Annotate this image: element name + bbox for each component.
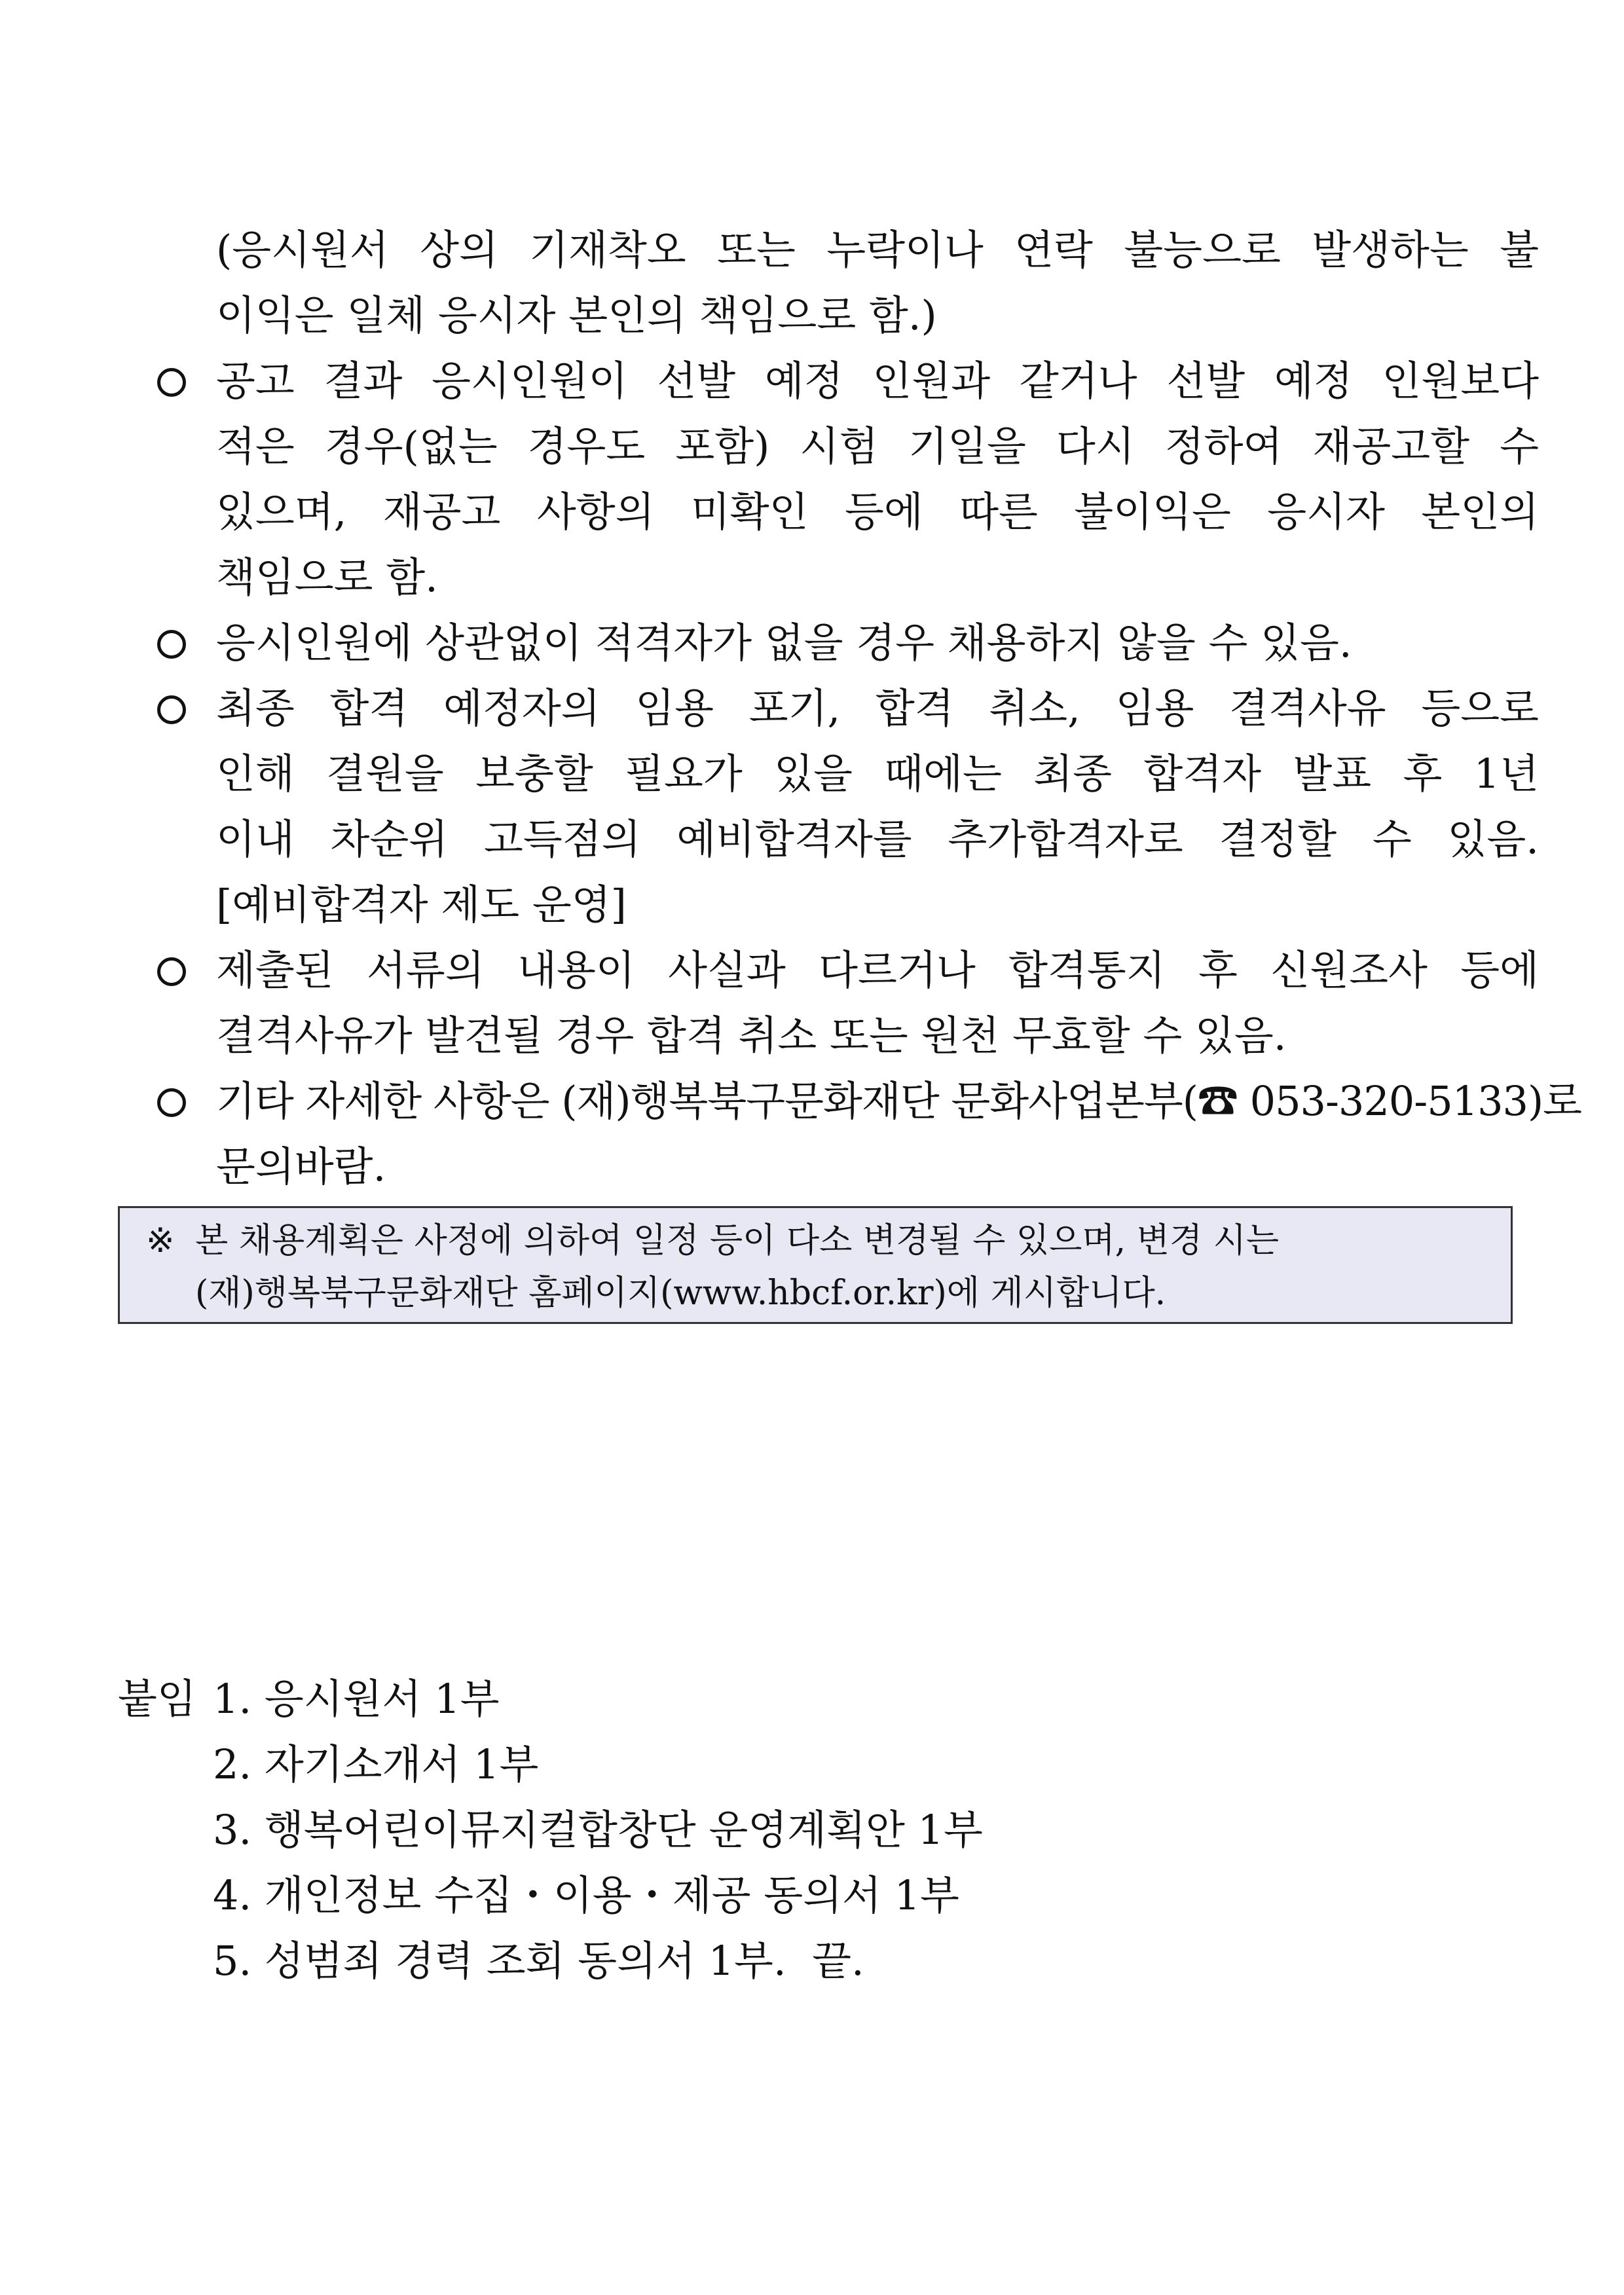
- bullet-ring-icon: [157, 610, 203, 676]
- intro-line-1: (응시원서 상의 기재착오 또는 누락이나 연락 불능으로 발생하는 불: [216, 226, 1539, 274]
- bullet-ring-icon: [157, 938, 203, 1003]
- bullet-1-line-4: 책임으로 함.: [216, 553, 438, 601]
- bullet-4-line-2: 결격사유가 발견될 경우 합격 취소 또는 원천 무효할 수 있음.: [216, 1012, 1287, 1059]
- bullet-ring-icon: [157, 1069, 203, 1134]
- bullet-3-line-2: 인해 결원을 보충할 필요가 있을 때에는 최종 합격자 발표 후 1년: [216, 750, 1539, 798]
- bullet-4-line-1: 제출된 서류의 내용이 사실과 다르거나 합격통지 후 신원조사 등에: [216, 946, 1539, 994]
- bullet-ring-icon: [157, 348, 203, 414]
- bullet-5-line-2: 문의바람.: [216, 1143, 386, 1190]
- notice-symbol: ※: [146, 1221, 175, 1260]
- notice-line-2: (재)행복북구문화재단 홈페이지(www.hbcf.or.kr)에 게시합니다.: [195, 1274, 1166, 1313]
- bullet-3-line-3: 이내 차순위 고득점의 예비합격자를 추가합격자로 결정할 수 있음.: [216, 815, 1539, 863]
- attachment-item-5: 5. 성범죄 경력 조회 동의서 1부. 끝.: [213, 1937, 864, 1985]
- attachment-item-2: 2. 자기소개서 1부: [213, 1740, 539, 1788]
- intro-line-2: 이익은 일체 응시자 본인의 책임으로 함.): [216, 291, 937, 339]
- bullet-2-line-1: 응시인원에 상관없이 적격자가 없을 경우 채용하지 않을 수 있음.: [216, 619, 1352, 667]
- bullet-1-line-1: 공고 결과 응시인원이 선발 예정 인원과 같거나 선발 예정 인원보다: [216, 357, 1539, 405]
- notice-box: [118, 1206, 1513, 1324]
- bullet-3-line-4: [예비합격자 제도 운영]: [216, 881, 627, 928]
- bullet-5-line-1: 기타 자세한 사항은 (재)행복북구문화재단 문화사업본부(☎ 053-320-5133)로: [216, 1077, 1582, 1125]
- attachments-label: 붙임: [118, 1675, 196, 1723]
- attachment-item-4: 4. 개인정보 수집・이용・제공 동의서 1부: [213, 1871, 959, 1919]
- bullet-1-line-2: 적은 경우(없는 경우도 포함) 시험 기일을 다시 정하여 재공고할 수: [216, 422, 1539, 470]
- attachment-item-3: 3. 행복어린이뮤지컬합창단 운영계획안 1부: [213, 1806, 983, 1854]
- bullet-ring-icon: [157, 676, 203, 741]
- attachment-item-1: 1. 응시원서 1부: [213, 1675, 500, 1723]
- bullet-1-line-3: 있으며, 재공고 사항의 미확인 등에 따른 불이익은 응시자 본인의: [216, 488, 1539, 536]
- notice-line-1: 본 채용계획은 사정에 의하여 일정 등이 다소 변경될 수 있으며, 변경 시는: [195, 1221, 1280, 1260]
- bullet-3-line-1: 최종 합격 예정자의 임용 포기, 합격 취소, 임용 결격사유 등으로: [216, 684, 1539, 732]
